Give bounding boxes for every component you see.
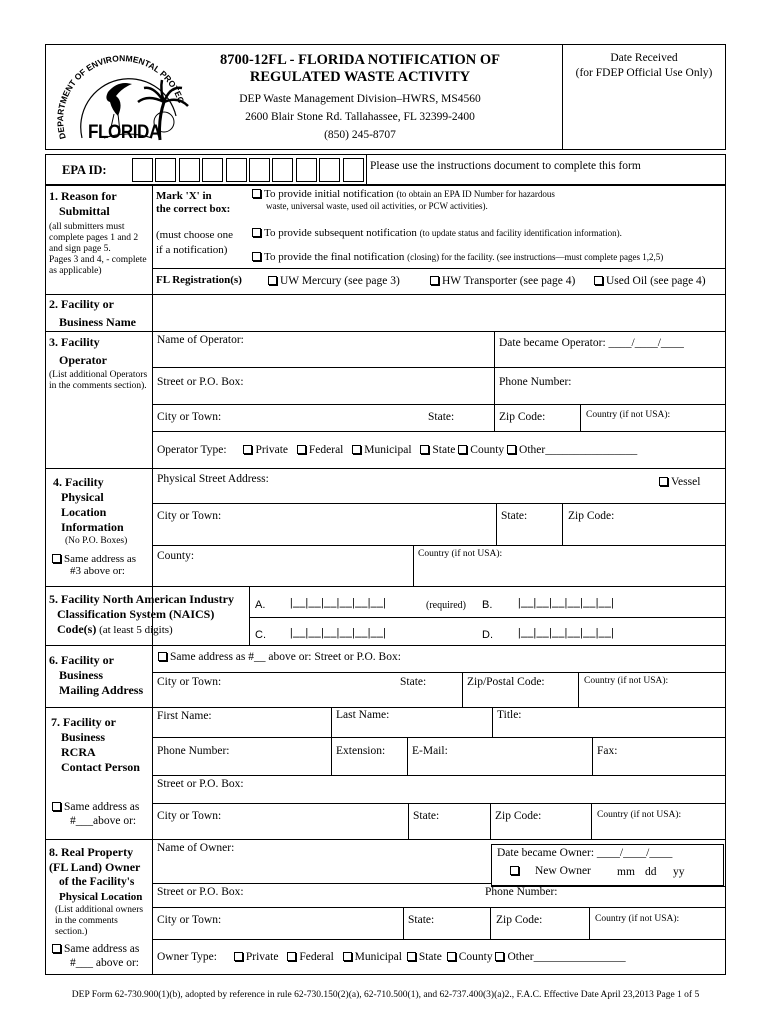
- otype-federal-label: Federal: [299, 951, 334, 963]
- operator-type-label: Operator Type:: [157, 444, 227, 456]
- s7-h1: [152, 737, 726, 738]
- private-checkbox[interactable]: [243, 445, 252, 454]
- otype-county-label: County: [458, 951, 493, 963]
- s4-v3: [413, 545, 414, 586]
- section5-title2: Classification System (NAICS): [57, 607, 215, 621]
- owner-type-row: [157, 951, 626, 963]
- initial-note: (to obtain an EPA ID Number for hazardous: [396, 189, 555, 199]
- section3-title: 3. Facility: [49, 335, 100, 349]
- epa-id-char-box[interactable]: [155, 158, 176, 182]
- contact-email[interactable]: E-Mail:: [412, 745, 448, 757]
- owner-municipal-checkbox[interactable]: [343, 952, 352, 961]
- s8-v1: [403, 907, 404, 939]
- section2-title: 2. Facility or: [49, 297, 114, 311]
- form-title-line1: 8700-12FL - FLORIDA NOTIFICATION OF: [219, 52, 501, 68]
- new-owner-option[interactable]: [510, 865, 591, 877]
- contact-fax[interactable]: Fax:: [597, 745, 618, 757]
- s8-h3: [152, 939, 726, 940]
- epa-divider: [366, 154, 367, 185]
- otype-municipal-label: Municipal: [354, 951, 402, 963]
- section1-title: 1. Reason for: [49, 189, 117, 203]
- must-choose-line2: if a notification): [156, 244, 228, 256]
- naics-c-label: C.: [255, 629, 266, 641]
- section4-label: [53, 475, 151, 547]
- owner-type-label: Owner Type:: [157, 951, 217, 963]
- contact-first-name[interactable]: First Name:: [157, 710, 212, 722]
- s4-same-label2: #3 above or:: [70, 565, 125, 577]
- county-checkbox[interactable]: [458, 445, 467, 454]
- epa-id-char-box[interactable]: [272, 158, 293, 182]
- owner-country-field[interactable]: Country (if not USA):: [595, 914, 680, 924]
- naics-a-label: A.: [255, 599, 266, 611]
- operator-zip-field[interactable]: Zip Code:: [499, 411, 546, 423]
- section1-label: [49, 189, 151, 277]
- section5-label: [49, 592, 249, 637]
- vessel-option[interactable]: [659, 476, 700, 488]
- section8-label: [49, 845, 152, 938]
- uw-mercury-label: UW Mercury (see page 3): [280, 275, 400, 287]
- vessel-label: Vessel: [671, 476, 701, 488]
- optype-federal-label: Federal: [308, 444, 344, 456]
- s6-h1: [152, 672, 726, 673]
- section4-title: 4. Facility: [53, 475, 104, 489]
- section7-title4: Contact Person: [61, 760, 140, 774]
- initial-label: To provide initial notification: [264, 188, 394, 200]
- section5-title3: Code(s): [57, 622, 97, 636]
- option-initial[interactable]: [252, 188, 555, 212]
- must-choose: [156, 228, 233, 258]
- subsequent-label: To provide subsequent notification: [264, 227, 417, 239]
- owner-private-checkbox[interactable]: [234, 952, 243, 961]
- operator-state-field[interactable]: State:: [428, 411, 455, 423]
- otype-county[interactable]: [447, 951, 493, 963]
- otype-municipal[interactable]: [343, 951, 402, 963]
- s7-same-label2: #___above or:: [70, 815, 137, 827]
- s6-top: [45, 645, 726, 646]
- s7-h3: [152, 803, 726, 804]
- fdep-use-label: (for FDEP Official Use Only): [575, 67, 713, 79]
- optype-private-label: Private: [255, 444, 289, 456]
- owner-county-checkbox[interactable]: [447, 952, 456, 961]
- form-title-line2: REGULATED WASTE ACTIVITY: [249, 69, 471, 85]
- optype-other-label: Other________________: [519, 444, 638, 456]
- mark-x-line1: Mark 'X' in: [156, 190, 212, 202]
- epa-id-char-box[interactable]: [343, 158, 364, 182]
- owner-state-field[interactable]: State:: [408, 914, 435, 926]
- section2-label: [49, 297, 136, 330]
- owner-date-field[interactable]: Date became Owner: ____/____/____: [497, 847, 673, 859]
- naics-d-label: D.: [482, 629, 493, 641]
- facility-zip-field[interactable]: Zip Code:: [568, 510, 615, 522]
- owner-street-field[interactable]: Street or P.O. Box:: [157, 886, 244, 898]
- section4-title3: Location: [61, 505, 107, 519]
- s4-same-address[interactable]: [52, 553, 136, 577]
- agency-address: [195, 90, 525, 144]
- section5-digits: (at least 5 digits): [99, 624, 173, 636]
- s4-v1: [496, 503, 497, 545]
- initial-checkbox[interactable]: [252, 189, 261, 198]
- must-choose-line1: (must choose one: [156, 229, 233, 241]
- section7-label: [51, 715, 151, 775]
- s8-v2: [490, 907, 491, 939]
- federal-checkbox[interactable]: [297, 445, 306, 454]
- epa-id-char-box[interactable]: [202, 158, 223, 182]
- s7-same-checkbox[interactable]: [52, 802, 61, 811]
- s8-h1: [152, 883, 491, 884]
- s7-v3: [407, 737, 408, 775]
- section8-title4: Physical Location: [59, 891, 143, 903]
- s7-top: [45, 707, 726, 708]
- epa-id-char-box[interactable]: [226, 158, 247, 182]
- s8-same-checkbox[interactable]: [52, 944, 61, 953]
- s7-same-label: Same address as: [64, 801, 140, 813]
- facility-county-field[interactable]: County:: [157, 550, 195, 562]
- owner-city-field[interactable]: City or Town:: [157, 914, 222, 926]
- contact-phone[interactable]: Phone Number:: [157, 745, 230, 757]
- s5-label-divider: [249, 586, 250, 645]
- owner-state-checkbox[interactable]: [407, 952, 416, 961]
- owner-phone-field[interactable]: Phone Number:: [485, 886, 558, 898]
- hw-transporter-checkbox[interactable]: [430, 276, 439, 285]
- date-yy: yy: [673, 866, 685, 878]
- s4-h2: [152, 545, 726, 546]
- contact-state[interactable]: State:: [413, 810, 440, 822]
- s7-v6: [490, 803, 491, 839]
- otype-state[interactable]: [407, 951, 442, 963]
- s5-top: [45, 586, 726, 587]
- naics-b-label: B.: [482, 599, 493, 611]
- date-mm: mm: [617, 866, 635, 878]
- reg-used-oil[interactable]: [594, 275, 706, 287]
- naics-c-boxes[interactable]: |__|__|__|__|__|__|: [290, 625, 387, 639]
- otype-federal[interactable]: [287, 951, 333, 963]
- contact-city[interactable]: City or Town:: [157, 810, 222, 822]
- section6-title: 6. Facility or: [49, 653, 114, 667]
- section4-note: (No P.O. Boxes): [65, 536, 128, 546]
- initial-note2: waste, universal waste, used oil activities, or PCW activities).: [266, 201, 488, 211]
- optype-state[interactable]: [420, 444, 455, 456]
- s6-v2: [578, 672, 579, 707]
- mark-x-label: [156, 190, 230, 216]
- owner-other-checkbox[interactable]: [495, 952, 504, 961]
- otype-other-label: Other________________: [507, 951, 626, 963]
- optype-federal[interactable]: [297, 444, 343, 456]
- s7-v5: [408, 803, 409, 839]
- optype-other[interactable]: [507, 444, 637, 456]
- s5-h1: [249, 617, 726, 618]
- epa-id-char-box[interactable]: [296, 158, 317, 182]
- reg-uw-mercury[interactable]: [268, 275, 400, 287]
- optype-county-label: County: [470, 444, 505, 456]
- uw-mercury-checkbox[interactable]: [268, 276, 277, 285]
- epa-id-label: EPA ID:: [62, 163, 107, 177]
- s4-same-label: Same address as: [64, 553, 137, 565]
- operator-street-field[interactable]: Street or P.O. Box:: [157, 376, 244, 388]
- s8-same-label2: #___ above or:: [70, 957, 139, 969]
- epa-id-char-box[interactable]: [319, 158, 340, 182]
- operator-country-field[interactable]: Country (if not USA):: [586, 410, 671, 420]
- optype-municipal-label: Municipal: [364, 444, 412, 456]
- facility-country-field[interactable]: Country (if not USA):: [418, 549, 503, 559]
- optype-state-label: State: [432, 444, 456, 456]
- section3-title2: Operator: [59, 353, 107, 367]
- logo-arc-text: DEPARTMENT OF ENVIRONMENTAL PROTEC: [55, 53, 187, 141]
- fl-registration-label: FL Registration(s): [156, 274, 242, 286]
- operator-name-field[interactable]: Name of Operator:: [157, 334, 244, 346]
- logo-florida-text: FLORIDA: [88, 122, 161, 143]
- naics-b-boxes[interactable]: |__|__|__|__|__|__|: [518, 595, 615, 609]
- optype-municipal[interactable]: [352, 444, 411, 456]
- s7-v2: [492, 707, 493, 737]
- s8-v3: [589, 907, 590, 939]
- division: DEP Waste Management Division–HWRS, MS4560: [239, 93, 481, 105]
- contact-title[interactable]: Title:: [497, 709, 522, 721]
- date-received-label: Date Received: [610, 52, 678, 64]
- otype-other[interactable]: [495, 951, 625, 963]
- owner-name-field[interactable]: Name of Owner:: [157, 842, 235, 854]
- section6-title2: Business: [59, 668, 104, 682]
- naics-required: (required): [426, 600, 466, 611]
- operator-type-row: [157, 444, 637, 456]
- business-name-field[interactable]: [153, 295, 725, 330]
- phone-number: (850) 245-8707: [324, 129, 396, 141]
- new-owner-checkbox[interactable]: [510, 866, 519, 875]
- optype-county[interactable]: [458, 444, 504, 456]
- option-final[interactable]: [252, 251, 663, 263]
- fdep-logo: [48, 50, 198, 150]
- physical-street-field[interactable]: Physical Street Address:: [157, 473, 269, 485]
- s6-v1: [462, 672, 463, 707]
- section6-label: [49, 653, 151, 698]
- state-checkbox[interactable]: [420, 445, 429, 454]
- final-label: To provide the final notification: [264, 251, 405, 263]
- s3-v1: [494, 331, 495, 431]
- mailing-country-field[interactable]: Country (if not USA):: [584, 676, 669, 686]
- section1-note: (all submitters must complete pages 1 and 2 and sign page 5.: [49, 222, 139, 254]
- option-subsequent[interactable]: [252, 227, 622, 239]
- s3-h2: [152, 404, 726, 405]
- otype-private[interactable]: [234, 951, 279, 963]
- section8-note: (List additional owners in the comments section.): [55, 905, 144, 937]
- mailing-city-field[interactable]: City or Town:: [157, 676, 222, 688]
- s3-top: [45, 331, 726, 332]
- operator-phone-field[interactable]: Phone Number:: [499, 376, 572, 388]
- section7-title3: RCRA: [61, 745, 96, 759]
- s8-same-label: Same address as: [64, 943, 140, 955]
- naics-a-boxes[interactable]: |__|__|__|__|__|__|: [290, 595, 387, 609]
- date-received-box: [562, 51, 726, 81]
- naics-d-boxes[interactable]: |__|__|__|__|__|__|: [518, 625, 615, 639]
- contact-last-name[interactable]: Last Name:: [336, 709, 390, 721]
- mailing-zip-field[interactable]: Zip/Postal Code:: [467, 676, 545, 688]
- used-oil-checkbox[interactable]: [594, 276, 603, 285]
- section7-title2: Business: [61, 730, 106, 744]
- s7-h2: [152, 775, 726, 776]
- section4-title2: Physical: [61, 490, 104, 504]
- contact-street[interactable]: Street or P.O. Box:: [157, 778, 244, 790]
- form-footer: DEP Form 62-730.900(1)(b), adopted by reference in rule 62-730.150(2)(a), 62-710.500(1), and 62-737.400(3)(a)2., F.A.C. Effective Date April 23,2013 Page 1 of 5: [71, 990, 700, 1000]
- epa-id-char-box[interactable]: [179, 158, 200, 182]
- section1-title2: Submittal: [59, 204, 110, 218]
- street-address: 2600 Blair Stone Rd. Tallahassee, FL 32399-2400: [245, 111, 475, 123]
- epa-id-char-box[interactable]: [132, 158, 153, 182]
- s8-h2: [152, 907, 726, 908]
- date-dd: dd: [645, 866, 657, 878]
- s7-v4: [592, 737, 593, 775]
- section8-title3: of the Facility's: [59, 876, 135, 888]
- final-note: (closing) for the facility. (see instructions—must complete pages 1,2,5): [407, 252, 664, 262]
- s6-same-checkbox[interactable]: [158, 652, 167, 661]
- otype-private-label: Private: [245, 951, 279, 963]
- s7-v1: [331, 707, 332, 775]
- owner-zip-field[interactable]: Zip Code:: [496, 914, 543, 926]
- s3-v2: [580, 404, 581, 431]
- s7-v7: [591, 803, 592, 839]
- subsequent-checkbox[interactable]: [252, 228, 261, 237]
- s8-top: [45, 839, 726, 840]
- section7-title: 7. Facility or: [51, 715, 116, 729]
- epa-id-char-box[interactable]: [249, 158, 270, 182]
- s6-same-address[interactable]: [158, 651, 401, 663]
- s3-h1: [152, 367, 726, 368]
- facility-city-field[interactable]: City or Town:: [157, 510, 222, 522]
- registration-divider: [152, 268, 726, 269]
- optype-private[interactable]: [243, 444, 288, 456]
- new-owner-label: New Owner: [535, 865, 591, 877]
- section2-title2: Business Name: [59, 315, 137, 329]
- section3-label: [49, 335, 149, 392]
- instructions-note: Please use the instructions document to complete this form: [370, 160, 641, 172]
- other-checkbox[interactable]: [507, 445, 516, 454]
- mailing-state-field[interactable]: State:: [400, 676, 427, 688]
- facility-state-field[interactable]: State:: [501, 510, 528, 522]
- section6-title3: Mailing Address: [59, 683, 144, 697]
- mark-x-line2: the correct box:: [156, 203, 231, 215]
- municipal-checkbox[interactable]: [352, 445, 361, 454]
- s4-same-checkbox[interactable]: [52, 554, 61, 563]
- hw-transporter-label: HW Transporter (see page 4): [442, 275, 576, 287]
- contact-extension[interactable]: Extension:: [336, 745, 386, 757]
- contact-zip[interactable]: Zip Code:: [495, 810, 542, 822]
- s8-same-address[interactable]: [52, 942, 139, 970]
- section4-title4: Information: [61, 520, 124, 534]
- section3-note: (List additional Operators in the comments section).: [49, 370, 148, 391]
- subsequent-note: (to update status and facility identification information).: [419, 228, 622, 238]
- operator-date-field[interactable]: Date became Operator: ____/____/____: [499, 337, 684, 349]
- form-title: [195, 52, 525, 86]
- section5-title: 5. Facility North American Industry: [49, 592, 234, 606]
- otype-state-label: State: [418, 951, 442, 963]
- s4-h1: [152, 503, 726, 504]
- s3-h3: [152, 431, 726, 432]
- section1-note2: Pages 3 and 4, - complete as applicable): [49, 255, 147, 276]
- s4-v2: [562, 503, 563, 545]
- final-checkbox[interactable]: [252, 252, 261, 261]
- s4-top: [45, 468, 726, 469]
- operator-city-field[interactable]: City or Town:: [157, 411, 222, 423]
- contact-country[interactable]: Country (if not USA):: [597, 810, 682, 820]
- reg-hw-transporter[interactable]: [430, 275, 575, 287]
- owner-federal-checkbox[interactable]: [287, 952, 296, 961]
- s7-same-address[interactable]: [52, 800, 139, 828]
- section8-title2: (FL Land) Owner: [49, 860, 141, 874]
- s6-same-label: Same address as #__ above or: Street or P.O. Box:: [170, 651, 401, 663]
- used-oil-label: Used Oil (see page 4): [606, 275, 706, 287]
- vessel-checkbox[interactable]: [659, 477, 668, 486]
- section8-title: 8. Real Property: [49, 845, 134, 859]
